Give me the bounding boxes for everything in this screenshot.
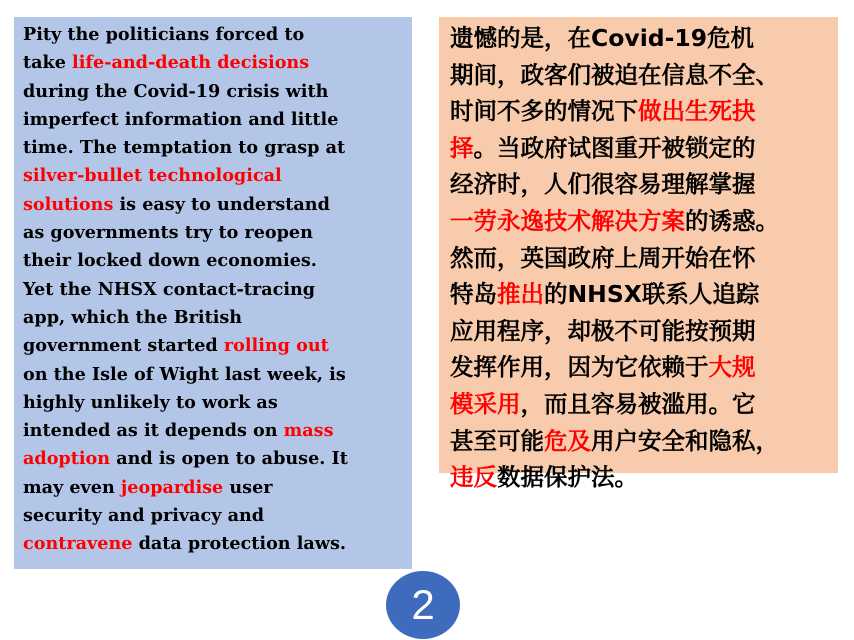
passage-text: 数据保护法。: [497, 463, 638, 492]
passage-text: highly unlikely to work as: [23, 391, 278, 413]
passage-line: [23, 417, 406, 445]
highlighted-phrase: 择: [450, 133, 474, 162]
passage-text: 经济时，人们很容易理解掌握: [450, 170, 756, 199]
highlighted-phrase: 做出生死抉: [638, 97, 756, 126]
highlighted-phrase: 危及: [544, 426, 591, 455]
highlighted-phrase: 大规: [708, 353, 756, 382]
highlighted-phrase: 推出: [497, 280, 544, 309]
highlighted-phrase: solutions: [23, 193, 114, 215]
passage-text: as governments try to reopen: [23, 222, 313, 244]
highlighted-phrase: contravene: [23, 533, 133, 555]
passage-line: [23, 530, 406, 558]
passage-line: [23, 162, 406, 190]
passage-line: [450, 349, 834, 386]
highlighted-phrase: adoption: [23, 448, 111, 470]
passage-text: security and privacy and: [23, 505, 265, 527]
passage-text: 遗憾的是，在Covid-19危机: [450, 24, 755, 52]
passage-line: [23, 191, 406, 219]
highlighted-phrase: rolling out: [223, 335, 329, 357]
passage-line: [450, 423, 834, 460]
passage-line: [450, 166, 834, 203]
passage-text: data protection laws.: [132, 533, 346, 555]
passage-text: during the Covid-19 crisis with: [23, 80, 329, 102]
highlighted-phrase: jeopardise: [120, 476, 224, 498]
passage-line: [450, 240, 834, 277]
passage-line: [23, 502, 406, 530]
passage-text: 甚至可能: [450, 426, 544, 455]
passage-text: 发挥作用，因为它依赖于: [450, 353, 709, 382]
passage-line: [23, 389, 406, 417]
highlighted-phrase: 模采用: [450, 389, 521, 418]
passage-line: [23, 304, 406, 332]
passage-line: [23, 332, 406, 360]
passage-line: [23, 219, 406, 247]
passage-line: [450, 459, 834, 496]
passage-text: 时间不多的情况下: [450, 97, 638, 126]
passage-text: 期间，政客们被迫在信息不全、: [450, 60, 779, 89]
highlighted-phrase: 违反: [450, 463, 497, 492]
passage-text: 应用程序，却极不可能按预期: [450, 316, 756, 345]
passage-line: [450, 130, 834, 167]
passage-line: [450, 93, 834, 130]
passage-line: [450, 386, 834, 423]
passage-line: [23, 134, 406, 162]
page-number: 2: [411, 581, 435, 628]
passage-text: intended as it depends on: [23, 420, 284, 442]
passage-text: time. The temptation to grasp at: [23, 137, 346, 159]
passage-line: [23, 106, 406, 134]
passage-text: is easy to understand: [113, 193, 330, 215]
passage-line: [450, 20, 834, 57]
passage-text: 的NHSX联系人追踪: [544, 280, 760, 309]
chinese-translation-panel: [439, 17, 838, 492]
highlighted-phrase: life-and-death decisions: [72, 52, 310, 74]
passage-text: ，而且容易被滥用。它: [520, 389, 756, 418]
highlighted-phrase: mass: [283, 420, 334, 442]
passage-text: 。当政府试图重开被锁定的: [473, 133, 756, 162]
passage-text: Pity the politicians forced to: [23, 24, 305, 45]
passage-text: user: [223, 476, 273, 498]
passage-text: imperfect information and little: [23, 108, 339, 130]
passage-line: [23, 474, 406, 502]
english-passage-panel: [14, 17, 412, 569]
passage-text: their locked down economies.: [23, 250, 317, 272]
passage-line: [450, 203, 834, 240]
passage-text: on the Isle of Wight last week, is: [23, 363, 346, 385]
passage-line: [23, 445, 406, 473]
passage-line: [450, 313, 834, 350]
passage-text: 的诱惑。: [685, 206, 779, 235]
highlighted-phrase: silver-bullet technological: [23, 165, 282, 187]
passage-text: take: [23, 52, 73, 74]
passage-line: [23, 276, 406, 304]
passage-line: [23, 49, 406, 77]
passage-text: may even: [23, 476, 121, 498]
passage-text: and is open to abuse. It: [110, 448, 348, 470]
passage-text: 用户安全和隐私，: [591, 426, 779, 455]
passage-text: Yet the NHSX contact-tracing: [23, 278, 316, 300]
passage-text: 然而，英国政府上周开始在怀: [450, 243, 756, 272]
passage-line: [450, 57, 834, 94]
passage-line: [23, 21, 406, 49]
passage-line: [23, 361, 406, 389]
passage-text: government started: [23, 335, 224, 357]
passage-text: 特岛: [450, 280, 497, 309]
page-number-badge: [386, 571, 460, 639]
passage-line: [23, 247, 406, 275]
passage-text: app, which the British: [23, 306, 243, 328]
highlighted-phrase: 一劳永逸技术解决方案: [450, 206, 685, 235]
passage-line: [450, 276, 834, 313]
passage-line: [23, 78, 406, 106]
